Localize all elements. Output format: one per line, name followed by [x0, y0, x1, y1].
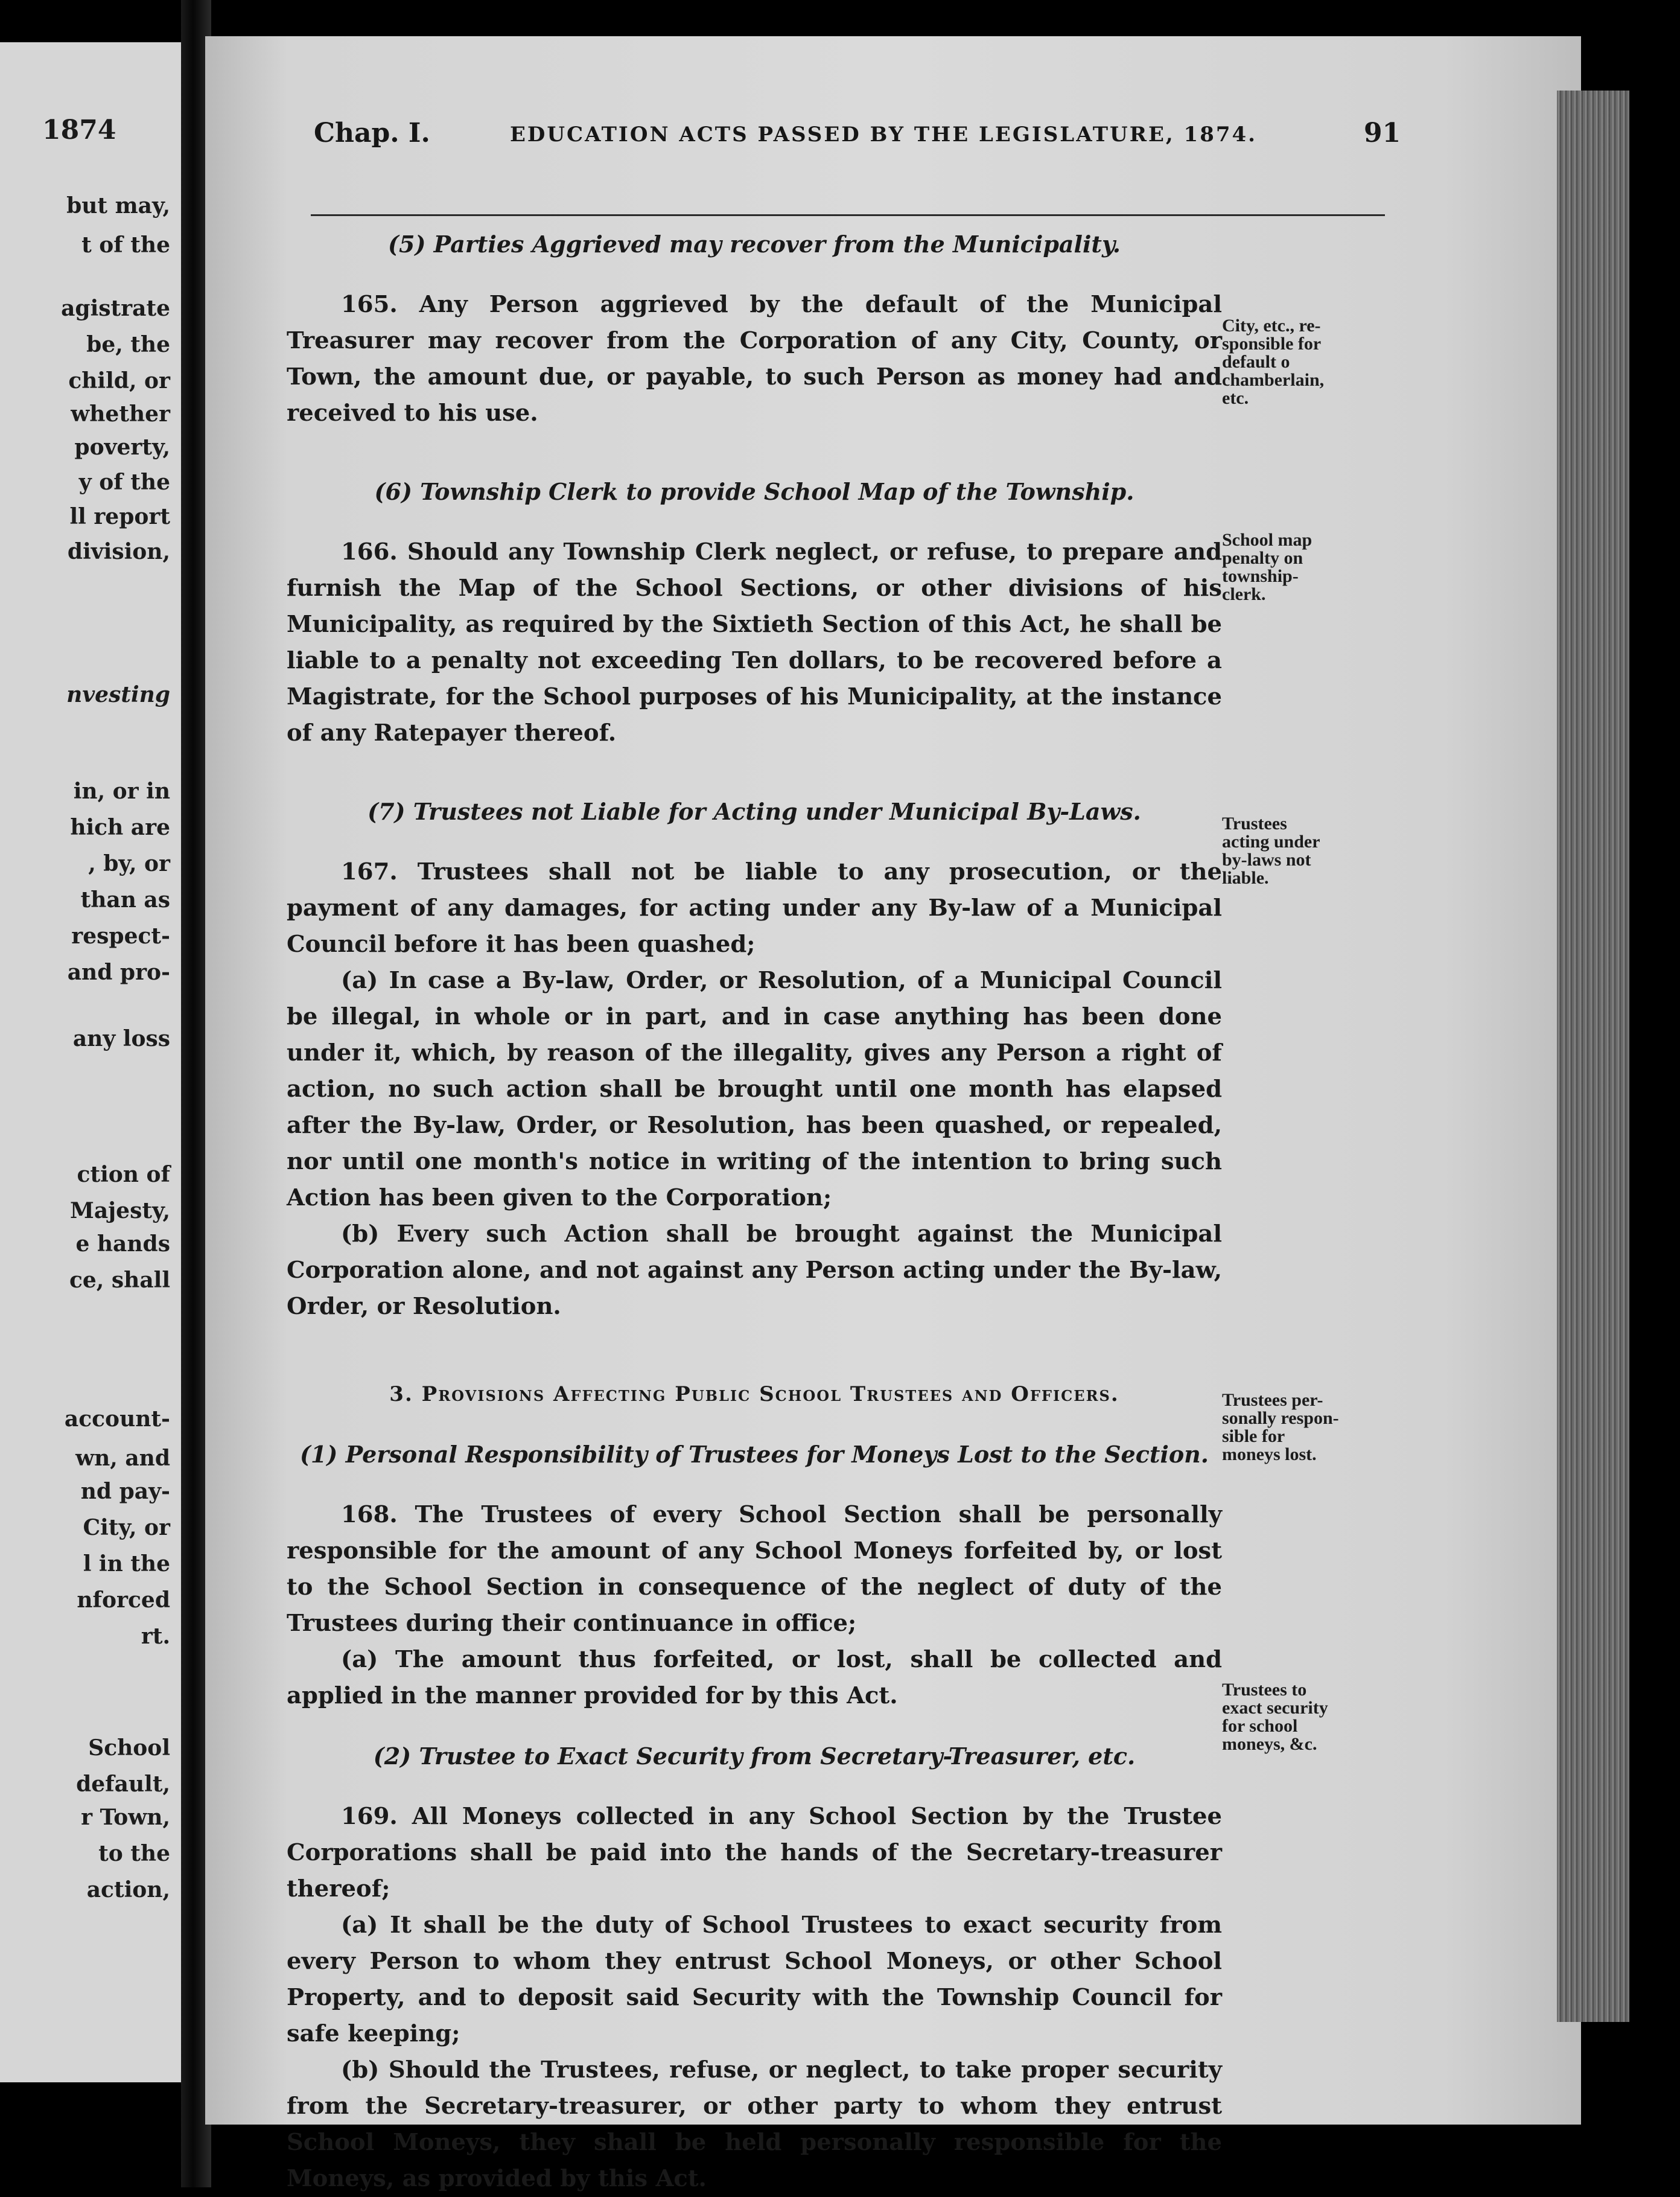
left-page-line: ll report — [69, 504, 170, 529]
subheading-7: (7) Trustees not Liable for Acting under Municipal By-Laws. — [368, 798, 1141, 825]
left-page-line: to the — [98, 1841, 170, 1866]
margin-note-line: sonally respon- — [1222, 1408, 1339, 1428]
left-page-line: agistrate — [61, 296, 170, 321]
left-facing-page — [0, 42, 181, 2082]
chapter-label: Chap. I. — [314, 118, 430, 148]
left-page-line: hich are — [70, 815, 170, 840]
left-page-line: poverty, — [74, 435, 170, 460]
section-168-a: (a) The amount thus forfeited, or lost, shall be collected and applied in the manner provided for by this Act. — [287, 1646, 1222, 1709]
margin-note-165 — [1222, 317, 1361, 407]
subheading-6: (6) Township Clerk to provide School Map of the Township. — [374, 478, 1134, 505]
subheading-2: (2) Trustee to Exact Security from Secretary-Treasurer, etc. — [373, 1743, 1136, 1770]
left-page-line: wn, and — [75, 1446, 170, 1471]
section-167-a: (a) In case a By-law, Order, or Resolution, of a Municipal Council be illegal, in whole or in part, and in case anything has been done under it, which, by reason of the illegality, gives any Person a right of action, no such action shall be brought until one month has elapsed after the By-law, Order, or Resolution, has been quashed, or repealed, nor until one month's notice in writing of the intention to bring such Action has been given to the Corporation; — [287, 967, 1222, 1211]
left-page-line: than as — [80, 887, 170, 913]
margin-note-line: township- — [1222, 566, 1299, 586]
left-page-line: be, the — [86, 332, 170, 357]
margin-note-line: liable. — [1222, 868, 1269, 888]
left-page-line: default, — [76, 1771, 170, 1797]
margin-note-line: moneys, &c. — [1222, 1734, 1317, 1754]
left-page-line: City, or — [83, 1515, 170, 1540]
body-text — [287, 226, 1222, 2197]
left-page-line: but may, — [66, 193, 170, 218]
section-167-b: (b) Every such Action shall be brought against the Municipal Corporation alone, and not against any Person acting under the By-law, Order, or Resolution. — [287, 1220, 1222, 1320]
margin-note-169 — [1222, 1681, 1361, 1753]
page-edges — [1557, 91, 1629, 2022]
margin-note-line: Trustees to — [1222, 1680, 1307, 1700]
left-page-line: nd pay- — [80, 1479, 170, 1504]
margin-note-166 — [1222, 531, 1361, 604]
margin-note-line: exact security — [1222, 1698, 1328, 1718]
margin-note-line: acting under — [1222, 832, 1320, 852]
left-page-line: and pro- — [67, 960, 170, 985]
left-page-line: in, or in — [73, 779, 170, 804]
section-169-b: (b) Should the Trustees, refuse, or neglect, to take proper security from the Secretary-treasurer, or other party to whom they entrust School Moneys, they shall be held personally responsible for the Moneys, as provided by this Act. — [287, 2056, 1222, 2192]
section-166: 166. Should any Township Clerk neglect, or refuse, to prepare and furnish the Map of the School Sections, or other divisions of his Municipality, as required by the Sixtieth Section of this Act, he shall be liable to a penalty not exceeding Ten dollars, to be recovered before a Magistrate, for the School purposes of his Municipality, at the instance of any Ratepayer thereof. — [287, 538, 1222, 747]
left-page-line: Majesty, — [69, 1198, 170, 1223]
margin-note-line: clerk. — [1222, 584, 1266, 604]
left-page-line: child, or — [68, 368, 170, 394]
margin-note-168 — [1222, 1391, 1361, 1464]
section-169-a: (a) It shall be the duty of School Trustees to exact security from every Person to whom they entrust School Moneys, or other School Property, and to deposit said Security with the Township Council for safe keeping; — [287, 1912, 1222, 2047]
margin-note-line: etc. — [1222, 388, 1249, 408]
margin-note-line: Trustees — [1222, 814, 1287, 834]
section-168: 168. The Trustees of every School Section shall be personally responsible for the amount of any School Moneys forfeited by, or lost to the School Section in consequence of the neglect of duty of the Trustees during their continuance in office; — [287, 1501, 1222, 1637]
margin-note-line: default o — [1222, 352, 1290, 372]
left-page-line: e hands — [75, 1231, 170, 1257]
section-165: 165. Any Person aggrieved by the default of the Municipal Treasurer may recover from the Corporation of any City, County, or Town, the amount due, or payable, to such Person as money had and received to his use. — [287, 291, 1222, 427]
margin-note-line: sible for — [1222, 1426, 1285, 1446]
left-page-line: r Town, — [81, 1805, 170, 1830]
left-page-year: 1874 — [42, 115, 116, 145]
left-page-line: nforced — [77, 1587, 170, 1613]
heading-3: 3. Provisions Affecting Public School Trustees and Officers. — [389, 1382, 1119, 1406]
margin-note-line: Trustees per- — [1222, 1390, 1323, 1410]
left-page-line: account- — [64, 1406, 170, 1432]
left-page-line: whether — [71, 401, 170, 427]
left-page-line: y of the — [78, 470, 170, 495]
margin-note-line: chamberlain, — [1222, 370, 1325, 390]
margin-note-line: penalty on — [1222, 548, 1303, 568]
left-page-line: division, — [67, 539, 170, 564]
left-page-line: rt. — [141, 1624, 170, 1649]
left-page-line: respect- — [71, 923, 170, 949]
margin-note-line: for school — [1222, 1716, 1298, 1736]
left-page-line: , by, or — [88, 851, 170, 876]
section-169: 169. All Moneys collected in any School Section by the Trustee Corporations shall be paid into the hands of the Secretary-treasurer thereof; — [287, 1803, 1222, 1902]
running-head — [314, 118, 1401, 154]
margin-note-line: City, etc., re- — [1222, 316, 1321, 336]
subheading-5: (5) Parties Aggrieved may recover from the Municipality. — [388, 231, 1121, 258]
margin-note-line: sponsible for — [1222, 334, 1322, 354]
subheading-1: (1) Personal Responsibility of Trustees for Moneys Lost to the Section. — [299, 1441, 1209, 1468]
margin-note-line: by-laws not — [1222, 850, 1311, 870]
left-page-line: action, — [86, 1877, 170, 1902]
page-number: 91 — [1364, 118, 1401, 148]
margin-note-line: School map — [1222, 530, 1312, 550]
left-page-line: ction of — [77, 1162, 170, 1187]
left-page-line: l in the — [83, 1551, 170, 1577]
left-page-line: School — [88, 1735, 170, 1761]
left-page-line: ce, shall — [69, 1268, 170, 1293]
left-page-line: nvesting — [66, 682, 170, 707]
margin-note-line: moneys lost. — [1222, 1444, 1317, 1464]
header-rule — [311, 214, 1385, 216]
margin-note-167 — [1222, 815, 1361, 887]
section-167: 167. Trustees shall not be liable to any prosecution, or the payment of any damages, for acting under any By-law of a Municipal Council before it has been quashed; — [287, 858, 1222, 958]
left-page-line: t of the — [81, 232, 170, 258]
left-page-line: any loss — [72, 1026, 170, 1051]
running-title: EDUCATION ACTS PASSED BY THE LEGISLATURE, 1874. — [510, 123, 1257, 147]
